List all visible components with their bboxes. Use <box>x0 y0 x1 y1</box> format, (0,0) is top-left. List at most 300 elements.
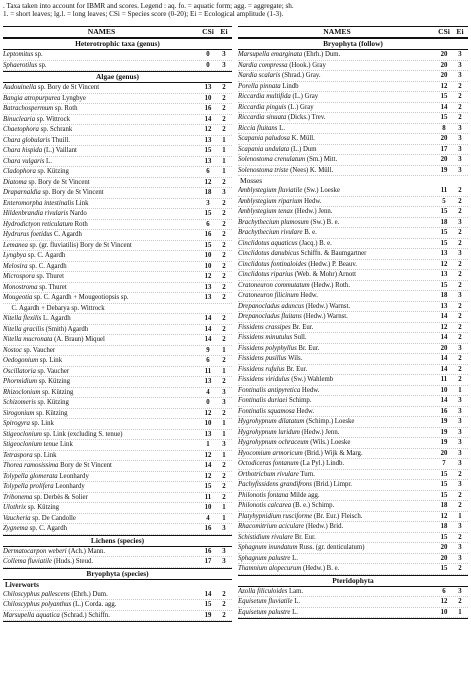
taxon-authority: L. <box>290 608 298 616</box>
taxon-authority: Schiffn. & Baumgartner <box>298 250 367 257</box>
names-header: NAMES <box>323 27 351 36</box>
csi-value: 6 <box>442 587 446 595</box>
ei-value: 2 <box>222 231 226 238</box>
ei-value: 3 <box>458 544 462 551</box>
table-row <box>238 344 468 355</box>
csi-value: 20 <box>440 554 448 562</box>
taxon-genus: Fissidens minutulus <box>238 334 293 341</box>
taxon-name <box>238 344 436 354</box>
ei-value: 1 <box>222 504 226 511</box>
taxon-authority: (L.) Corda. agg. <box>71 601 117 608</box>
taxon-authority: Hedw. <box>298 292 318 299</box>
table-row <box>238 386 468 397</box>
ei-value: 3 <box>458 481 462 488</box>
caption-line-1: . Taxa taken into account for IBMR and scores. Legend : aq. fo. = aquatic form; agg. = aggregate; sh. <box>3 2 294 10</box>
csi-value: 20 <box>440 156 448 163</box>
taxon-authority: (Ehrh.) Dum. <box>69 590 108 598</box>
taxon-genus: Philonotis fontana <box>238 491 289 499</box>
ei-value: 2 <box>458 355 462 362</box>
taxon-genus: Fissidens pusillus <box>238 355 287 362</box>
csi-value: 15 <box>440 208 448 215</box>
csi-value: 15 <box>204 147 212 154</box>
ei-value: 1 <box>222 136 226 144</box>
taxon-genus: Hygrohypnum luridum <box>238 428 300 436</box>
table-row <box>238 218 468 229</box>
ei-header: Ei <box>456 27 464 36</box>
csi-value: 20 <box>440 72 448 79</box>
ei-value: 2 <box>222 241 226 249</box>
ei-value: 2 <box>458 229 462 236</box>
left-table-body <box>3 38 232 621</box>
taxon-genus: Rhacomitrium aciculare <box>238 523 305 530</box>
csi-value: 6 <box>206 168 210 175</box>
taxon-genus: Brachythecium plumosum <box>238 218 309 226</box>
taxon-name <box>238 438 436 448</box>
csi-value: 8 <box>442 124 446 132</box>
table-row <box>3 611 232 622</box>
csi-value: 14 <box>440 103 448 111</box>
taxon-authority: sp. C. Agardh <box>27 525 68 532</box>
taxon-name <box>238 113 436 123</box>
taxon-authority: (Hedw.) B. e. <box>301 565 340 572</box>
taxon-genus: Brachythecium rivulare <box>238 229 303 236</box>
ei-value: 2 <box>222 126 226 133</box>
csi-value: 16 <box>204 105 212 112</box>
csi-value <box>200 304 216 314</box>
taxon-genus: Schistidium rivulare <box>238 533 294 541</box>
csi-value: 20 <box>440 51 448 58</box>
taxon-name <box>238 92 436 102</box>
taxon-authority: sp. Kützing <box>40 388 74 396</box>
taxon-name <box>238 270 436 280</box>
table-row <box>238 197 468 208</box>
ei-value: 2 <box>458 533 462 541</box>
taxon-authority: (La Pyl.) Lindb. <box>298 460 345 467</box>
table-row <box>3 115 232 126</box>
ei-value: 3 <box>458 523 462 530</box>
taxon-name <box>238 82 436 92</box>
table-row <box>238 608 468 619</box>
taxon-authority: sp. Thuret <box>34 273 64 280</box>
csi-value: 13 <box>204 294 212 301</box>
taxon-authority: (Web. & Mohr) Arnott <box>292 271 357 278</box>
ei-value: 2 <box>222 105 226 112</box>
taxon-authority: Bory de St Vincent <box>58 462 112 469</box>
table-row <box>238 113 468 124</box>
table-row <box>238 428 468 439</box>
taxon-genus: Scapania paludosa <box>238 135 290 142</box>
csi-value: 11 <box>204 493 212 501</box>
taxon-authority: (Nees) K. Müll. <box>288 166 334 174</box>
table-row <box>3 419 232 430</box>
taxon-genus: Spirogyra <box>3 420 30 427</box>
ei-value: 2 <box>458 323 462 331</box>
taxon-genus: Solenostoma crenulatum <box>238 156 306 163</box>
table-row <box>238 124 468 135</box>
taxon-genus: Marsupella emarginata <box>238 51 303 58</box>
csi-value: 15 <box>204 601 212 608</box>
left-column <box>3 26 232 622</box>
taxon-name <box>238 197 436 207</box>
table-row <box>3 61 232 72</box>
ei-value: 2 <box>222 84 226 91</box>
table-row <box>238 333 468 344</box>
taxon-authority: (Br. Eur.) Fleisch. <box>312 512 363 520</box>
taxon-genus: Nardia scalaris <box>238 72 281 79</box>
ei-value: 2 <box>222 220 226 228</box>
taxon-authority: sp. Kützing <box>35 399 69 406</box>
table-row <box>3 356 232 367</box>
taxon-authority: Thuill. <box>50 136 70 144</box>
taxon-name <box>3 230 200 240</box>
ei-value: 3 <box>458 407 462 415</box>
table-row <box>3 377 232 388</box>
taxon-authority: (Brid.) Wijk & Marg. <box>302 449 363 457</box>
csi-value: 6 <box>206 220 210 228</box>
csi-value: 15 <box>440 281 448 289</box>
table-row <box>3 199 232 210</box>
ei-value: 2 <box>458 82 462 90</box>
csi-value: 10 <box>440 386 448 394</box>
ei-value: 3 <box>458 587 462 595</box>
taxon-name <box>3 472 200 482</box>
ei-value: 2 <box>222 493 226 501</box>
taxon-genus: Riccardia pinguis <box>238 103 287 111</box>
section-heading: Algae (genus) <box>3 71 232 83</box>
table-row <box>3 241 232 252</box>
csi-value: 10 <box>204 420 212 427</box>
taxon-authority: (Hedw.) Brid. <box>304 523 344 530</box>
taxon-name <box>3 209 200 219</box>
csi-value: 1 <box>206 441 210 448</box>
taxon-authority: (Hedw.) Warnst. <box>304 302 351 310</box>
csi-value: 5 <box>442 197 446 205</box>
ei-value: 2 <box>222 199 226 207</box>
taxon-authority: (Sw.) B. e. <box>308 218 340 226</box>
right-table-body <box>238 38 468 618</box>
ei-value: 2 <box>458 365 462 373</box>
ei-value: 3 <box>458 145 462 153</box>
caption-line-2: 1. = short leaves; lg.l. = long leaves; CSi = Species score (0-20); Ei = Ecological amplitude (1-3). <box>3 10 284 18</box>
taxon-authority: sp. Link <box>32 451 57 459</box>
ei-value: 1 <box>222 346 226 354</box>
csi-value: 18 <box>204 189 212 196</box>
ei-value: 2 <box>222 262 226 270</box>
taxon-genus: Bangia atropurpurea <box>3 94 61 102</box>
taxon-genus: Chiloscyphus pallescens <box>3 590 70 598</box>
taxon-genus: Cinclidotus aquaticus <box>238 239 298 247</box>
taxon-genus: Mougeotia <box>3 294 33 301</box>
taxon-name <box>3 440 200 450</box>
csi-value: 15 <box>440 239 448 247</box>
table-row <box>238 166 468 177</box>
taxon-genus: Batrachospermum <box>3 105 54 112</box>
ei-value: 2 <box>458 281 462 289</box>
taxon-genus: Chara vulgaris <box>3 157 45 165</box>
taxon-authority: sp. C. Agardh <box>26 252 66 259</box>
table-row <box>238 155 468 166</box>
section-heading: Bryophyta (species) <box>3 568 232 580</box>
csi-value: 12 <box>440 260 448 268</box>
ei-value: 3 <box>458 292 462 299</box>
taxon-authority: Schimp. <box>287 397 312 404</box>
csi-value: 12 <box>440 323 448 331</box>
left-header-row <box>3 27 232 38</box>
taxon-name <box>3 557 200 567</box>
csi-value: 6 <box>206 357 210 364</box>
taxon-name <box>238 50 436 60</box>
subsection-heading: Mosses <box>240 176 263 185</box>
taxon-genus: Audouinella <box>3 84 37 91</box>
table-row <box>3 325 232 336</box>
taxon-name <box>238 124 436 134</box>
taxon-name <box>238 564 436 574</box>
taxon-name <box>238 480 436 490</box>
taxon-authority: L. <box>44 157 52 165</box>
taxon-genus: Sirogonium <box>3 409 35 417</box>
csi-value: 13 <box>440 271 448 278</box>
csi-value: 20 <box>440 449 448 457</box>
taxon-name <box>238 103 436 113</box>
taxon-genus: Vaucheria <box>3 514 31 522</box>
taxon-name <box>3 167 200 177</box>
table-row <box>238 522 468 533</box>
csi-value: 19 <box>440 428 448 436</box>
ei-value: 2 <box>458 565 462 572</box>
taxon-authority: (Hedw.) Roth. <box>309 281 351 289</box>
table-row <box>238 260 468 271</box>
table-row <box>238 134 468 145</box>
table-row <box>3 230 232 241</box>
taxon-genus: Fissidens polyphyllus <box>238 344 297 352</box>
csi-value: 12 <box>204 178 212 186</box>
csi-value: 18 <box>440 523 448 530</box>
table-row <box>238 543 468 554</box>
taxon-genus: Nostoc <box>3 346 22 354</box>
taxon-name <box>3 356 200 366</box>
table-row <box>238 50 468 61</box>
right-column <box>238 26 468 619</box>
taxon-genus: Orthotrichum rivulare <box>238 470 299 478</box>
ei-value: 3 <box>458 428 462 436</box>
ei-value: 3 <box>458 218 462 226</box>
ei-value: 3 <box>222 51 226 58</box>
csi-value: 14 <box>204 315 212 322</box>
csi-value: 15 <box>440 93 448 100</box>
csi-value: 12 <box>440 512 448 520</box>
table-row <box>3 409 232 420</box>
taxon-name <box>3 409 200 419</box>
taxon-authority: Lindb <box>280 82 299 90</box>
taxon-name <box>238 449 436 459</box>
ei-value: 3 <box>458 166 462 174</box>
csi-value: 12 <box>204 273 212 280</box>
taxon-genus: Sphagnum inundatum <box>238 544 298 551</box>
csi-value: 10 <box>204 94 212 102</box>
taxon-authority: sp. De Candolle <box>30 514 76 522</box>
table-row <box>3 440 232 451</box>
ei-value: 2 <box>222 325 226 333</box>
table-row <box>238 270 468 281</box>
csi-value: 15 <box>204 210 212 217</box>
taxon-genus: Thamnium alopecurum <box>238 565 302 572</box>
taxon-authority: (Hedw.) Jenn. <box>292 208 333 215</box>
csi-value: 16 <box>204 547 212 555</box>
table-row <box>238 312 468 323</box>
ei-value: 1 <box>222 420 226 427</box>
csi-value: 15 <box>204 241 212 249</box>
taxon-authority: C. Agardh <box>52 231 82 238</box>
csi-value: 14 <box>440 397 448 404</box>
taxon-genus: Equisetum fluviatile <box>238 598 293 605</box>
taxon-genus: Hildenbrandia rivularis <box>3 210 69 217</box>
ei-value: 2 <box>222 472 226 480</box>
csi-value: 4 <box>206 514 210 522</box>
ei-value: 3 <box>222 399 226 406</box>
taxon-authority: Lyngbye <box>60 94 86 102</box>
taxon-name <box>238 302 436 312</box>
taxon-authority: sp. Roth <box>53 105 78 112</box>
taxon-genus: Stigeoclonium <box>3 430 42 438</box>
taxon-genus: Microspora <box>3 273 35 280</box>
taxon-authority: Hedw. <box>300 386 320 394</box>
csi-value: 20 <box>440 544 448 551</box>
table-row <box>3 600 232 611</box>
table-row <box>3 314 232 325</box>
csi-value: 12 <box>440 598 448 605</box>
taxon-name <box>3 241 200 251</box>
taxon-genus: Hyocomium armoricum <box>238 449 303 457</box>
taxon-name <box>3 503 200 513</box>
csi-value: 0 <box>206 61 210 69</box>
right-header-row <box>238 27 468 38</box>
csi-value: 10 <box>204 262 212 270</box>
csi-value: 20 <box>440 61 448 69</box>
taxon-authority: sp. C. Agardh <box>27 262 67 270</box>
csi-value: 13 <box>204 283 212 291</box>
ei-value: 2 <box>222 94 226 102</box>
csi-value: 10 <box>204 504 212 511</box>
taxon-name <box>238 166 436 176</box>
csi-value: 14 <box>440 313 448 320</box>
table-row <box>3 262 232 273</box>
taxon-authority: Milde agg. <box>288 491 320 499</box>
ei-value: 1 <box>222 430 226 438</box>
taxon-authority: sp. Thuret <box>37 283 67 291</box>
taxon-genus: Schizomeris <box>3 399 36 406</box>
taxon-genus: Enteromorpha intestinalis <box>3 199 74 207</box>
taxon-name <box>238 71 436 81</box>
table-row <box>238 291 468 302</box>
taxon-name <box>238 207 436 217</box>
csi-value: 12 <box>204 126 212 133</box>
taxon-genus: Sphaerotilus <box>3 61 38 69</box>
taxon-name <box>3 61 200 71</box>
taxon-authority: K. Müll. <box>289 135 315 142</box>
taxon-genus: Draparnaldia <box>3 189 41 196</box>
taxon-authority: Br. Eur. <box>284 365 308 373</box>
taxon-genus: Monostroma <box>3 283 38 291</box>
taxon-genus: Oscillatoria <box>3 367 36 375</box>
taxon-name <box>238 61 436 71</box>
table-row <box>3 178 232 189</box>
taxon-name <box>238 533 436 543</box>
taxon-name <box>238 512 436 522</box>
csi-value: 15 <box>440 565 448 572</box>
taxon-name <box>238 597 436 607</box>
taxon-name <box>238 186 436 196</box>
ei-value: 1 <box>222 147 226 154</box>
table-row <box>3 524 232 535</box>
table-row <box>3 50 232 61</box>
taxon-name <box>3 482 200 492</box>
ei-value: 2 <box>222 611 226 619</box>
table-row <box>238 533 468 544</box>
table-row <box>3 272 232 283</box>
taxon-genus: Lemanea <box>3 241 28 249</box>
ei-value: 1 <box>458 608 462 616</box>
table-row <box>3 557 232 568</box>
ei-value: 3 <box>222 525 226 532</box>
taxon-authority: sp. Bory de St Vincent <box>40 189 104 196</box>
csi-value: 15 <box>204 483 212 490</box>
taxon-name <box>3 451 200 461</box>
taxon-name <box>238 396 436 406</box>
table-row <box>238 92 468 103</box>
ei-value: 2 <box>222 178 226 186</box>
table-row <box>238 186 468 197</box>
ei-value <box>216 304 232 314</box>
section-heading: Bryophyta (follow) <box>238 38 468 50</box>
taxon-genus: Rhizoclonium <box>3 388 41 396</box>
table-row <box>3 430 232 441</box>
taxon-authority: sp. <box>33 51 43 58</box>
taxon-name <box>238 428 436 438</box>
taxon-authority: (A. Braun) Miquel <box>52 336 105 343</box>
csi-value: 15 <box>440 114 448 121</box>
ei-value: 3 <box>458 418 462 425</box>
ei-value: 1 <box>222 168 226 175</box>
table-row <box>238 365 468 376</box>
taxon-authority: sp. Bory de St Vincent <box>26 178 90 186</box>
taxon-name <box>238 291 436 301</box>
ei-value: 3 <box>458 250 462 257</box>
taxon-authority: (L.) Gray <box>290 93 319 100</box>
table-row <box>238 145 468 156</box>
taxon-genus: Amblystegium tenax <box>238 208 293 215</box>
taxon-genus: Porella pinnata <box>238 82 281 90</box>
taxon-genus: Drepanocladus aduncus <box>238 302 305 310</box>
table-row <box>3 146 232 157</box>
taxon-authority: (Shrad.) Gray. <box>280 72 321 79</box>
table-row <box>3 209 232 220</box>
csi-value: 17 <box>204 558 212 565</box>
taxon-name <box>3 220 200 230</box>
taxon-authority: Sull. <box>292 334 307 341</box>
ei-value: 2 <box>222 409 226 417</box>
taxon-genus: Leptomitus <box>3 51 34 58</box>
table-row <box>238 71 468 82</box>
taxon-name <box>3 590 200 600</box>
ei-value: 2 <box>458 598 462 605</box>
taxon-genus: Platyhypnidium rusciforme <box>238 512 313 520</box>
ei-value: 2 <box>458 187 462 194</box>
taxon-authority: sp. (gr. fluviatilis) Bory de St Vincent <box>27 241 132 249</box>
table-row <box>238 375 468 386</box>
taxon-genus: Sphagnum palustre <box>238 554 291 562</box>
taxon-name <box>3 199 200 209</box>
taxon-genus: Cinclidotus fontinaloides <box>238 260 307 268</box>
